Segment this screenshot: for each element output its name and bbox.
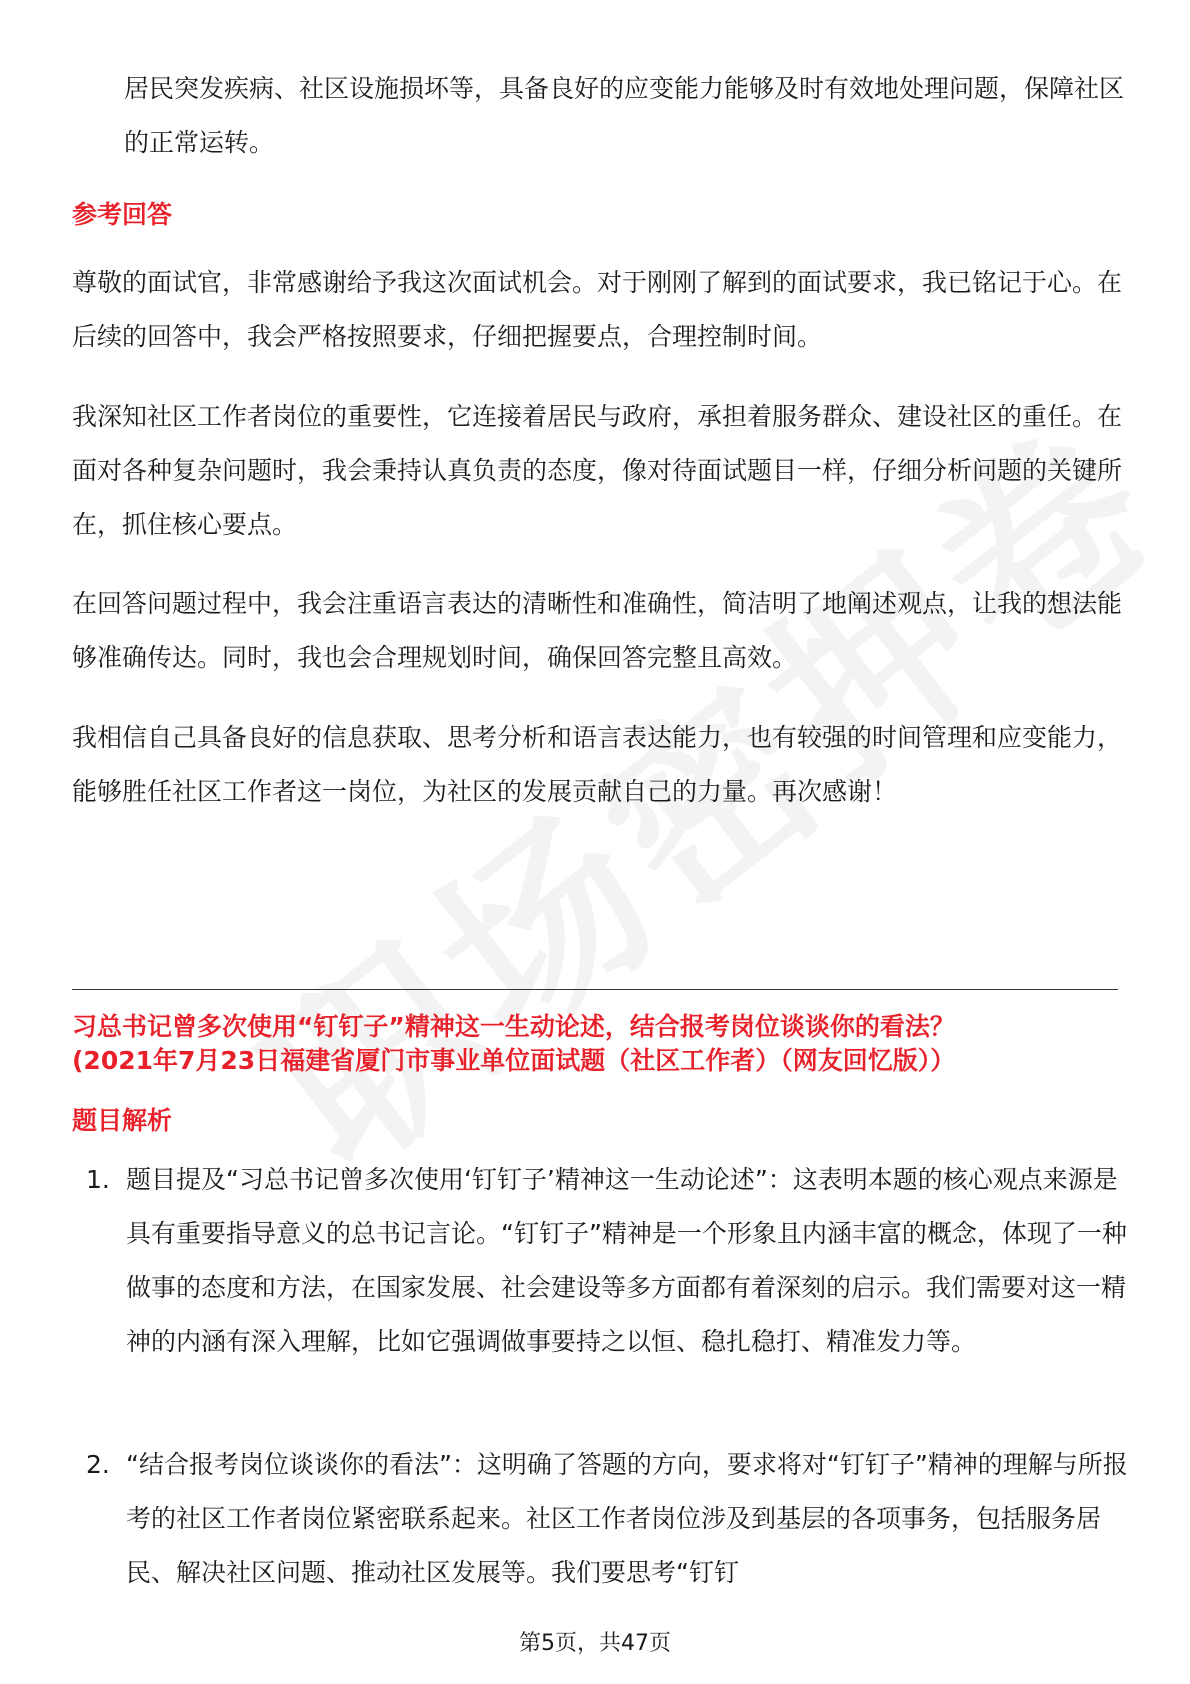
section-divider [72,989,1118,990]
reference-paragraph: 在回答问题过程中，我会注重语言表达的清晰性和准确性，简洁明了地阐述观点，让我的想法能够准确传达。同时，我也会合理规划时间，确保回答完整且高效。 [72,589,1123,672]
page-footer: 第5页，共47页 [519,1631,671,1656]
question-line-1: 习总书记曾多次使用“钉钉子”精神这一生动论述，结合报考岗位谈谈你的看法？ [72,1012,955,1041]
reference-heading: 参考回答 [72,200,173,229]
intro-tail-paragraph: 居民突发疾病、社区设施损坏等，具备良好的应变能力能够及时有效地处理问题，保障社区的正常运转。 [124,74,1125,157]
list-text: 题目提及“习总书记曾多次使用‘钉钉子’精神这一生动论述”：这表明本题的核心观点来源是具有重要指导意义的总书记言论。“钉钉子”精神是一个形象且内涵丰富的概念，体现了一种做事的态度和方法，在国家发展、社会建设等多方面都有着深刻的启示。我们需要对这一精神的内涵有深入理解，比如它强调做事要持之以恒、稳扎稳打、精准发力等。 [126,1165,1127,1356]
list-text: “结合报考岗位谈谈你的看法”：这明确了答题的方向，要求将对“钉钉子”精神的理解与所报考的社区工作者岗位紧密联系起来。社区工作者岗位涉及到基层的各项事务，包括服务居民、解决社区问题、推动社区发展等。我们要思考“钉钉 [126,1450,1128,1587]
reference-paragraph: 我深知社区工作者岗位的重要性，它连接着居民与政府，承担着服务群众、建设社区的重任。在面对各种复杂问题时，我会秉持认真负责的态度，像对待面试题目一样，仔细分析问题的关键所在，抓住核心要点。 [72,402,1123,539]
reference-paragraph: 尊敬的面试官，非常感谢给予我这次面试机会。对于刚刚了解到的面试要求，我已铭记于心。在后续的回答中，我会严格按照要求，仔细把握要点，合理控制时间。 [72,268,1123,351]
reference-paragraph: 我相信自己具备良好的信息获取、思考分析和语言表达能力，也有较强的时间管理和应变能力，能够胜任社区工作者这一岗位，为社区的发展贡献自己的力量。再次感谢！ [72,723,1123,806]
list-number: 2. [86,1450,110,1479]
question-title [72,1010,1142,1078]
list-number: 1. [86,1165,110,1194]
analysis-heading: 题目解析 [72,1106,173,1135]
question-line-2: (2021年7月23日福建省厦门市事业单位面试题（社区工作者）（网友回忆版）） [72,1046,956,1075]
